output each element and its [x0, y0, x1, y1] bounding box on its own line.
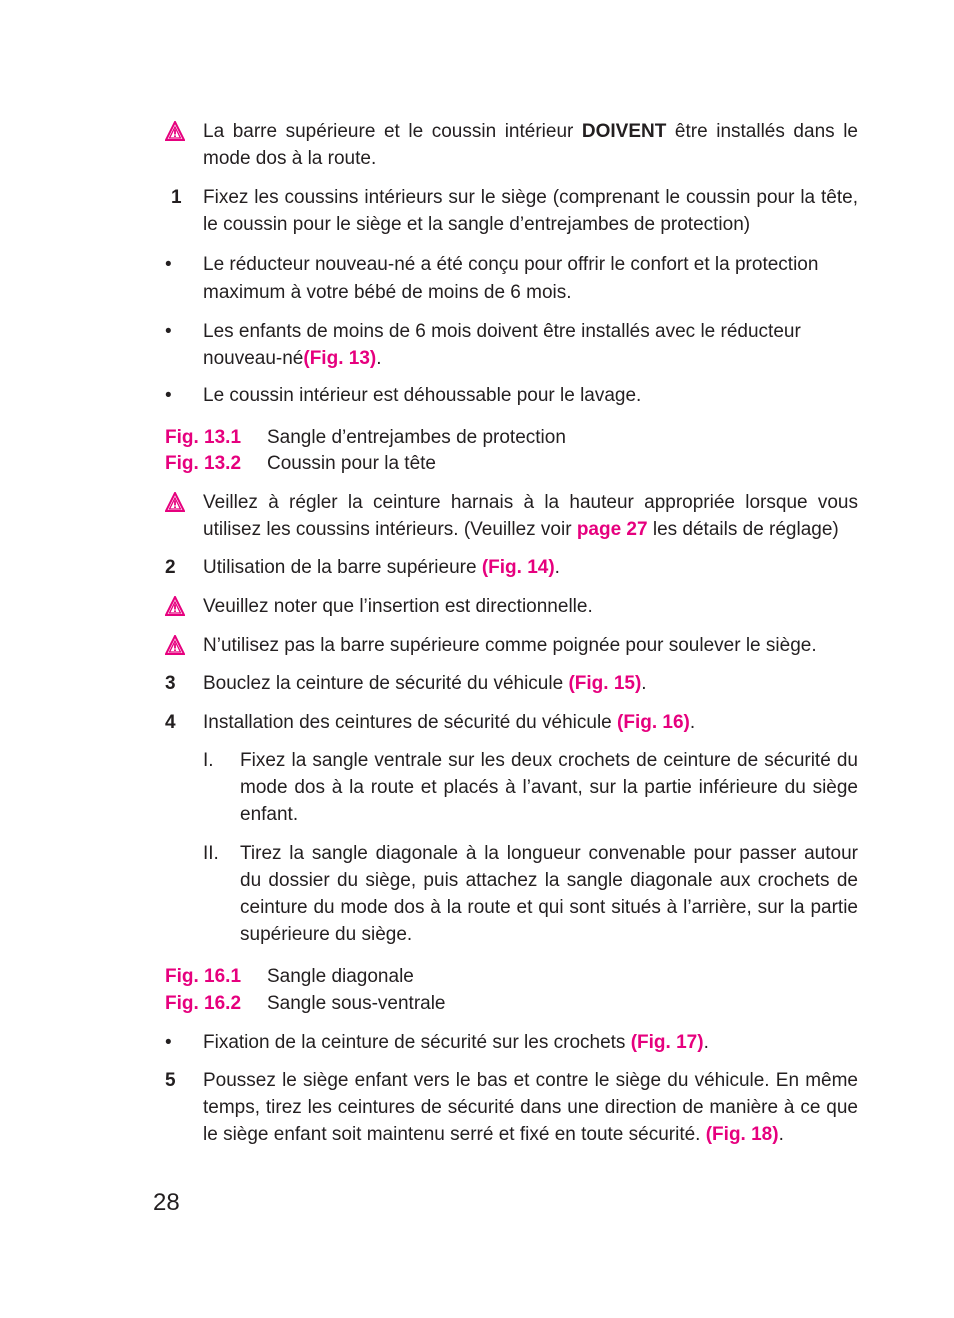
figure-legend-16-2 [165, 990, 858, 1017]
warning-triangle-icon [165, 118, 203, 141]
step-number: 3 [165, 673, 176, 694]
step-3 [165, 670, 858, 697]
substep-number: II. [203, 843, 219, 864]
warning-text: Veillez à régler la ceinture harnais à la hauteur appropriée lorsque vous utilisez les coussins intérieurs. (Veuillez voir page 27 les détails de réglage) [203, 492, 858, 540]
step-number: 5 [165, 1070, 176, 1091]
page-reference: page 27 [576, 519, 648, 540]
substep-text: Tirez la sangle diagonale à la longueur convenable pour passer autour du dossier du siège, puis attachez la sangle diagonale aux crochets de ceinture du mode dos à la route et qui sont situés à l’arrière, sur la partie supérieure du siège. [240, 843, 858, 945]
figure-caption: Sangle d’entrejambes de protection [267, 427, 566, 448]
warning-triangle-icon [165, 489, 203, 512]
bullet-icon: • [165, 385, 172, 406]
bullet-text: Le coussin intérieur est déhoussable pour le lavage. [203, 385, 642, 406]
figure-reference: (Fig. 15) [568, 673, 642, 694]
bullet-text: Fixation de la ceinture de sécurité sur les crochets (Fig. 17). [203, 1032, 709, 1053]
bullet-icon: • [165, 1032, 172, 1053]
bullet-fixation [165, 1029, 858, 1056]
bullet-icon: • [165, 321, 172, 342]
warning-text: La barre supérieure et le coussin intérieur DOIVENT être installés dans le mode dos à la route. [203, 121, 858, 169]
bullet-coussin [165, 382, 858, 409]
step-1 [165, 184, 858, 238]
warning-poignee [165, 632, 858, 659]
figure-caption: Coussin pour la tête [267, 453, 436, 474]
step-text: Bouclez la ceinture de sécurité du véhicule (Fig. 15). [203, 673, 647, 694]
warning-triangle-icon [165, 593, 203, 616]
step-2 [165, 554, 858, 581]
figure-legend-13-1 [165, 424, 858, 451]
figure-legend-13-2 [165, 450, 858, 477]
warning-triangle-icon [165, 632, 203, 655]
figure-reference: (Fig. 18) [705, 1124, 779, 1145]
figure-label: Fig. 13.2 [165, 453, 242, 474]
bullet-enfants [165, 318, 858, 372]
step-number: 4 [165, 712, 176, 733]
bullet-icon: • [165, 254, 172, 275]
step-text: Utilisation de la barre supérieure (Fig. 14). [203, 557, 560, 578]
figure-caption: Sangle sous-ventrale [267, 993, 446, 1014]
warning-harnais [165, 489, 858, 543]
substep-i [203, 747, 858, 828]
warning-doivent [165, 118, 858, 172]
figure-reference: (Fig. 17) [630, 1032, 704, 1053]
figure-label: Fig. 16.1 [165, 966, 242, 987]
warning-text: Veuillez noter que l’insertion est directionnelle. [203, 596, 593, 617]
substep-ii [203, 840, 858, 948]
step-text: Installation des ceintures de sécurité du véhicule (Fig. 16). [203, 712, 696, 733]
figure-legend-16-1 [165, 963, 858, 990]
figure-label: Fig. 13.1 [165, 427, 242, 448]
page-number: 28 [153, 1189, 180, 1216]
bullet-text: Les enfants de moins de 6 mois doivent être installés avec le réducteur nouveau-né(Fig. 13). [203, 321, 801, 369]
bullet-text: Le réducteur nouveau-né a été conçu pour offrir le confort et la protection maximum à votre bébé de moins de 6 mois. [203, 254, 819, 303]
warning-directionnelle [165, 593, 858, 620]
step-text: Poussez le siège enfant vers le bas et contre le siège du véhicule. En même temps, tirez les ceintures de sécurité dans une direction de manière à ce que le siège enfant soit maintenu serré et fixé en toute sécurité. (Fig. 18). [203, 1070, 858, 1145]
step-text: Fixez les coussins intérieurs sur le siège (comprenant le coussin pour la tête, le coussin pour le siège et la sangle d’entrejambes de protection) [203, 187, 858, 235]
figure-reference: (Fig. 13) [303, 348, 377, 369]
figure-caption: Sangle diagonale [267, 966, 414, 987]
figure-label: Fig. 16.2 [165, 993, 242, 1014]
substep-text: Fixez la sangle ventrale sur les deux crochets de ceinture de sécurité du mode dos à la route et placés à l’avant, sur la partie inférieure du siège enfant. [240, 750, 858, 825]
step-number: 1 [171, 187, 182, 208]
substep-number: I. [203, 750, 214, 771]
figure-reference: (Fig. 14) [481, 557, 555, 578]
bullet-reducteur [165, 251, 858, 307]
step-number: 2 [165, 557, 176, 578]
warning-text: N’utilisez pas la barre supérieure comme poignée pour soulever le siège. [203, 635, 817, 656]
step-5 [165, 1067, 858, 1148]
figure-reference: (Fig. 16) [617, 712, 690, 733]
step-4 [165, 709, 858, 736]
